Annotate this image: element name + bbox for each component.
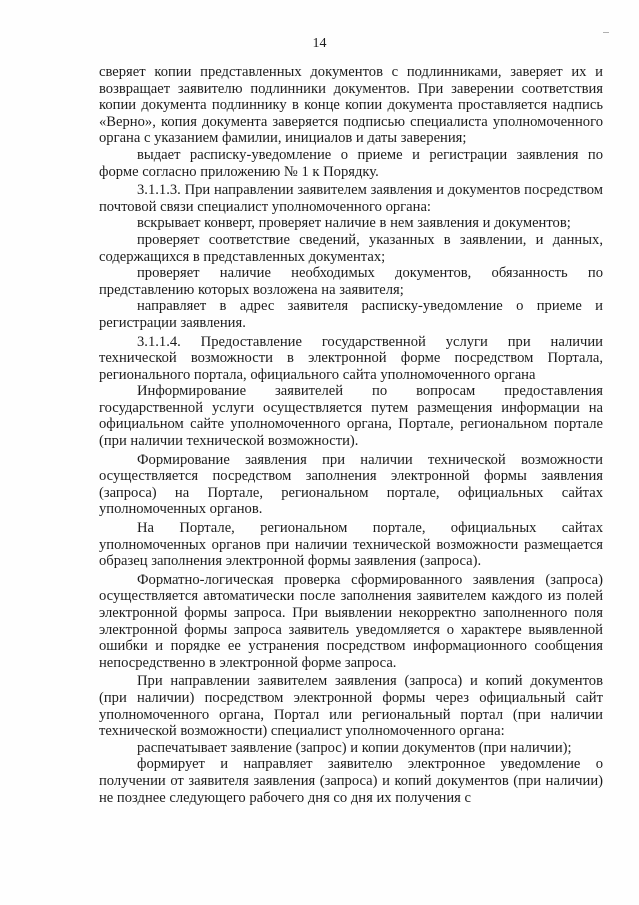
document-body <box>99 64 603 806</box>
paragraph: формирует и направляет заявителю электронное уведомление о получении от заявителя заявления (запроса) и копий документов (при наличии) не позднее следующего рабочего дня со дня их получения с <box>99 756 603 806</box>
paragraph: направляет в адрес заявителя расписку-уведомление о приеме и регистрации заявления. <box>99 298 603 331</box>
paragraph: проверяет соответствие сведений, указанных в заявлении, и данных, содержащихся в представленных документах; <box>99 231 603 265</box>
page-number: 14 <box>312 36 327 51</box>
paragraph: выдает расписку-уведомление о приеме и регистрации заявления по форме согласно приложению № 1 к Порядку. <box>99 146 603 180</box>
paragraph: 3.1.1.4. Предоставление государственной услуги при наличии технической возможности в электронной форме посредством Портала, регионального портала, официального сайта уполномоченного органа <box>99 333 603 383</box>
paragraph: вскрывает конверт, проверяет наличие в нем заявления и документов; <box>137 215 571 232</box>
paragraph: сверяет копии представленных документов с подлинниками, заверяет их и возвращает заявителю подлинники документов. При заверении соответствия копии документа подлиннику в конце копии документа проставляется надпись «Верно», копия документа заверяется подписью специалиста уполномоченного органа с указанием фамилии, инициалов и даты заверения; <box>99 64 603 147</box>
paragraph: Формирование заявления при наличии технической возможности осуществляется посредством заполнения электронной формы заявления (запроса) на Портале, региональном портале, официальных сайтах уполномоченных органов. <box>99 451 603 518</box>
paragraph: Информирование заявителей по вопросам предоставления государственной услуги осуществляется путем размещения информации на официальном сайте уполномоченного органа, Портале, региональном портале (при наличии технической возможности). <box>99 383 603 450</box>
paragraph: При направлении заявителем заявления (запроса) и копий документов (при наличии) посредством электронной формы через официальный сайт уполномоченного органа, Портал или региональный портал (при наличии технической возможности) специалист уполномоченного органа: <box>99 673 603 740</box>
scan-mark <box>603 32 609 33</box>
paragraph: проверяет наличие необходимых документов, обязанность по представлению которых возложена на заявителя; <box>99 265 603 298</box>
paragraph: 3.1.1.3. При направлении заявителем заявления и документов посредством почтовой связи специалист уполномоченного органа: <box>99 182 603 215</box>
paragraph: распечатывает заявление (запрос) и копии документов (при наличии); <box>137 739 572 756</box>
paragraph: Форматно-логическая проверка сформированного заявления (запроса) осуществляется автоматически после заполнения заявителем каждого из полей электронной формы запроса. При выявлении некорректно заполненного поля электронной формы запроса заявитель уведомляется о характере выявленной ошибки и порядке ее устранения посредством информационного сообщения непосредственно в электронной форме запроса. <box>99 571 603 671</box>
paragraph: На Портале, региональном портале, официальных сайтах уполномоченных органов при наличии технической возможности размещается образец заполнения электронной формы заявления (запроса). <box>99 520 603 570</box>
